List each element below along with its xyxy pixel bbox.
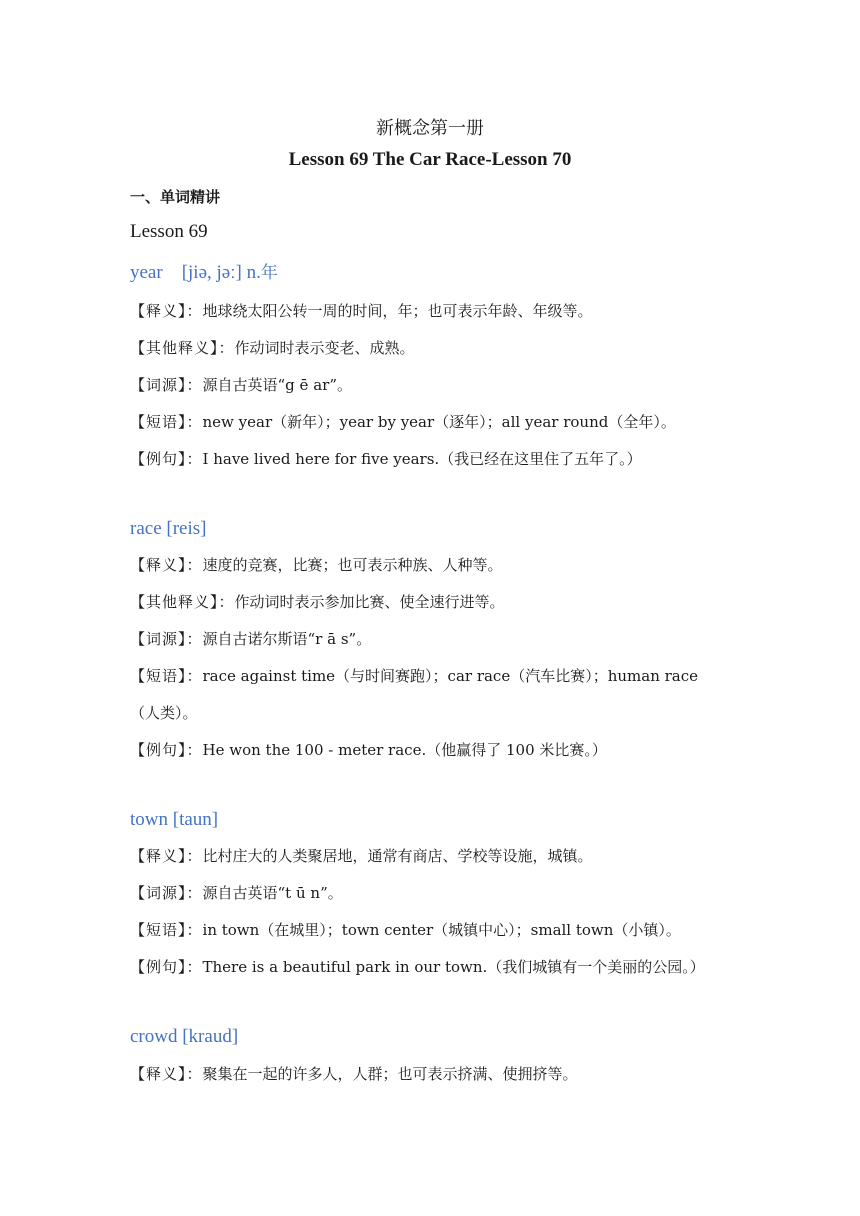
etym-text: 源自古诺尔斯语“r ā s”。 [202, 630, 372, 648]
entry-year-etym [130, 374, 352, 395]
phrase-text: in town（在城里）；town center（城镇中心）；small town（小镇）。 [202, 921, 681, 939]
phrase-text: new year（新年）；year by year（逐年）；all year round（全年）。 [202, 413, 676, 431]
meaning-label: 【释义】： [130, 1065, 203, 1083]
entry-crowd-headword: crowd [kraud] [130, 1026, 239, 1047]
entry-town-headword: town [taun] [130, 809, 219, 830]
meaning-text: 速度的竞赛，比赛；也可表示种族、人种等。 [202, 556, 503, 574]
entry-town-meaning [130, 845, 593, 866]
headword-zh: 年 [260, 263, 278, 283]
entry-race-other [130, 591, 505, 612]
meaning-label: 【释义】： [130, 847, 203, 865]
phrase-label: 【短语】： [130, 413, 203, 431]
example-text: There is a beautiful park in our town.（我们城镇有一个美丽的公园。） [202, 958, 705, 976]
etym-label: 【词源】： [130, 884, 203, 902]
entry-race-example [130, 739, 607, 760]
other-label: 【其他释义】： [130, 593, 235, 611]
other-label: 【其他释义】： [130, 339, 235, 357]
example-label: 【例句】： [130, 958, 203, 976]
entry-race-phrase [130, 665, 698, 686]
meaning-text: 比村庄大的人类聚居地，通常有商店、学校等设施，城镇。 [202, 847, 593, 865]
meaning-text: 地球绕太阳公转一周的时间，年；也可表示年龄、年级等。 [202, 302, 593, 320]
other-text: 作动词时表示变老、成熟。 [234, 339, 415, 357]
entry-town-phrase [130, 919, 681, 940]
entry-year-phrase [130, 411, 676, 432]
lesson-label: Lesson 69 [130, 221, 208, 242]
entry-crowd-meaning [130, 1063, 578, 1084]
meaning-label: 【释义】： [130, 556, 203, 574]
entry-year-other [130, 337, 415, 358]
entry-year-example [130, 448, 642, 469]
book-subtitle: 新概念第一册 [376, 118, 484, 139]
entry-race-meaning [130, 554, 503, 575]
etym-text: 源自古英语“g ē ar”。 [202, 376, 352, 394]
entry-town-etym [130, 882, 343, 903]
phrase-label: 【短语】： [130, 667, 203, 685]
other-text: 作动词时表示参加比赛、使全速行进等。 [234, 593, 505, 611]
example-text: He won the 100 - meter race.（他赢得了 100 米比赛。） [202, 741, 607, 759]
section-heading: 一、单词精讲 [130, 188, 221, 206]
etym-text: 源自古英语“t ū n”。 [202, 884, 343, 902]
example-label: 【例句】： [130, 741, 203, 759]
meaning-text: 聚集在一起的许多人，人群；也可表示挤满、使拥挤等。 [202, 1065, 578, 1083]
entry-race-phrase-cont: （人类）。 [130, 704, 198, 722]
page-title: Lesson 69 The Car Race-Lesson 70 [288, 149, 572, 170]
example-label: 【例句】： [130, 450, 203, 468]
meaning-label: 【释义】： [130, 302, 203, 320]
phrase-label: 【短语】： [130, 921, 203, 939]
headword-text: year [jiə, jəː] n. [130, 262, 261, 283]
entry-town-example [130, 956, 705, 977]
entry-year-headword [130, 258, 278, 284]
phrase-text: race against time（与时间赛跑）；car race（汽车比赛）；human race [202, 667, 699, 685]
entry-race-etym [130, 628, 371, 649]
etym-label: 【词源】： [130, 376, 203, 394]
etym-label: 【词源】： [130, 630, 203, 648]
entry-race-headword: race [reis] [130, 518, 207, 539]
entry-year-meaning [130, 300, 593, 321]
example-text: I have lived here for five years.（我已经在这里住了五年了。） [202, 450, 642, 468]
